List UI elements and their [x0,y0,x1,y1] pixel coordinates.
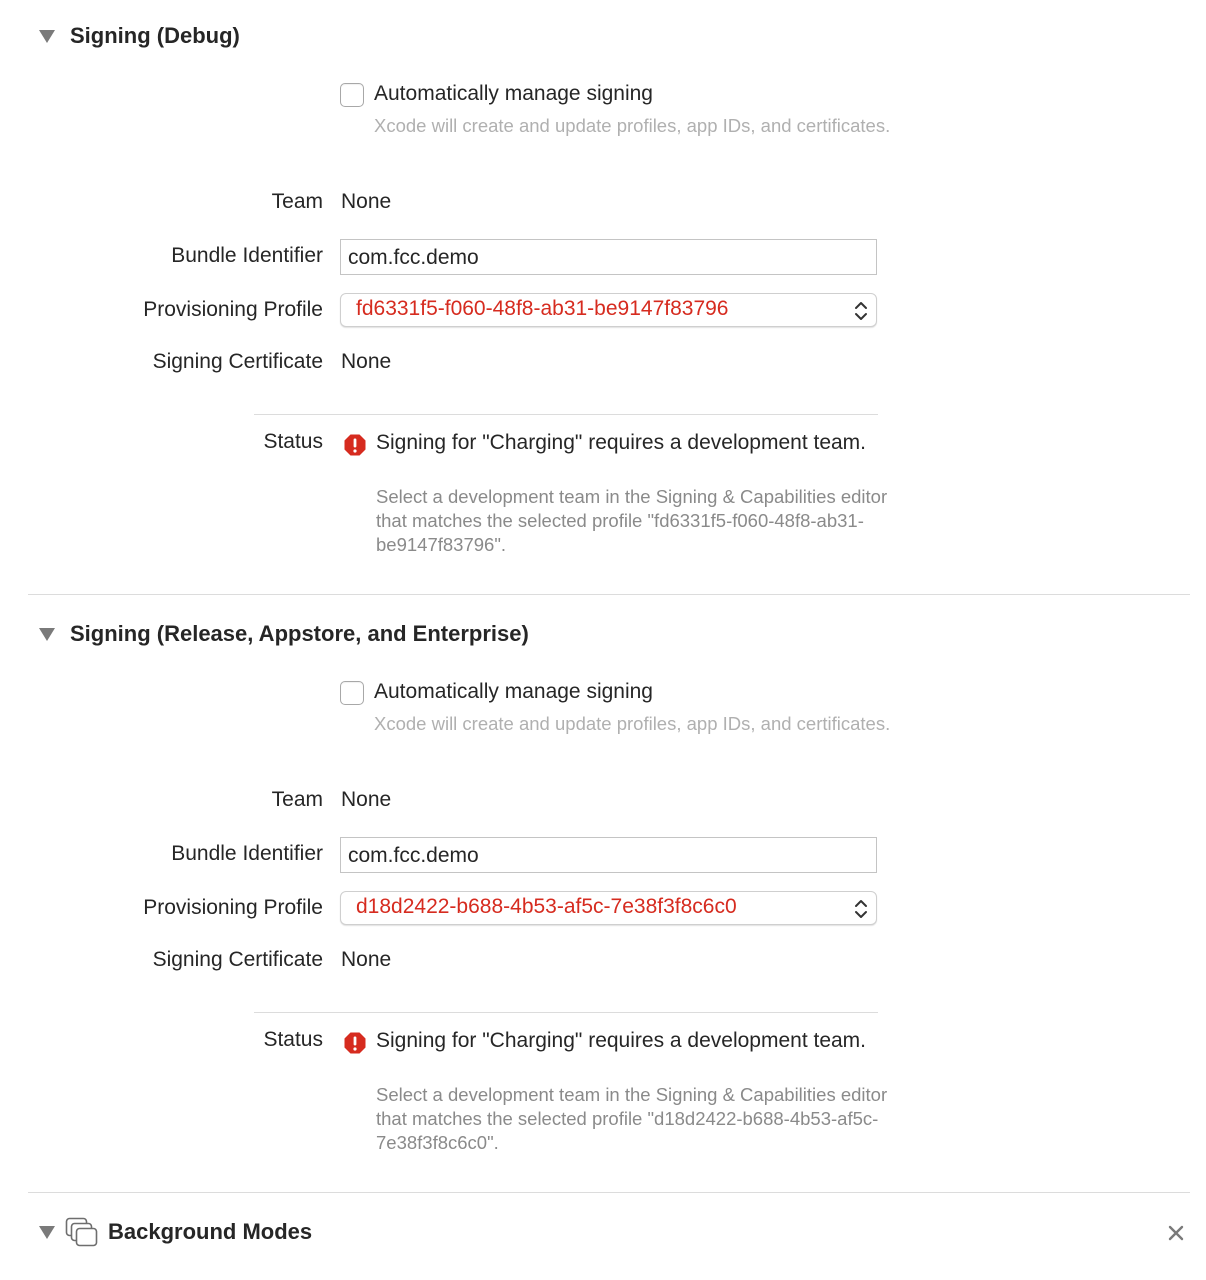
auto-manage-signing-checkbox[interactable] [340,681,364,705]
background-modes-icon [64,1216,100,1248]
status-message: Signing for "Charging" requires a development team. [376,1029,867,1052]
status-label: Status [263,1028,323,1051]
provisioning-profile-value: d18d2422-b688-4b53-af5c-7e38f3f8c6c0 [356,895,737,918]
status-detail: Select a development team in the Signing & Capabilities editor that matches the selected profile "d18d2422-b688-4b53-af5c-7e38f3f8c6c0". [376,1084,888,1153]
bundle-identifier-field[interactable]: com.fcc.demo [340,239,877,275]
error-icon [343,433,367,457]
up-down-chevron-icon [854,898,868,920]
signing-certificate-label: Signing Certificate [152,350,323,373]
signing-debug-header [0,18,1206,58]
provisioning-profile-value: fd6331f5-f060-48f8-ab31-be9147f83796 [356,297,729,320]
disclosure-triangle-icon[interactable] [38,1224,56,1240]
section-title: Signing (Debug) [70,23,240,48]
bundle-identifier-field[interactable]: com.fcc.demo [340,837,877,873]
provisioning-profile-label: Provisioning Profile [143,298,323,321]
bundle-identifier-label: Bundle Identifier [171,244,323,267]
status-label: Status [263,430,323,453]
signing-certificate-label: Signing Certificate [152,948,323,971]
team-value: None [341,788,392,811]
bundle-identifier-label: Bundle Identifier [171,842,323,865]
close-icon[interactable] [1165,1222,1187,1244]
auto-manage-signing-label[interactable]: Automatically manage signing [374,680,653,703]
status-message: Signing for "Charging" requires a development team. [376,431,867,454]
disclosure-triangle-icon[interactable] [38,28,56,44]
provisioning-profile-label: Provisioning Profile [143,896,323,919]
section-title: Signing (Release, Appstore, and Enterprise) [70,621,529,646]
divider [254,414,878,415]
auto-manage-signing-hint: Xcode will create and update profiles, app IDs, and certificates. [374,115,891,136]
auto-manage-signing-hint: Xcode will create and update profiles, app IDs, and certificates. [374,713,891,734]
section-title: Background Modes [108,1219,313,1244]
disclosure-triangle-icon[interactable] [38,626,56,642]
team-label: Team [271,788,323,811]
section-divider [28,1192,1190,1193]
background-modes-header [0,1214,1206,1254]
signing-certificate-value: None [341,350,392,373]
status-detail: Select a development team in the Signing & Capabilities editor that matches the selected profile "fd6331f5-f060-48f8-ab31-be9147f83796". [376,486,888,555]
team-value: None [341,190,392,213]
up-down-chevron-icon [854,300,868,322]
divider [254,1012,878,1013]
provisioning-profile-popup[interactable] [340,891,877,925]
team-label: Team [271,190,323,213]
error-icon [343,1031,367,1055]
auto-manage-signing-label[interactable]: Automatically manage signing [374,82,653,105]
section-divider [28,594,1190,595]
provisioning-profile-popup[interactable] [340,293,877,327]
signing-certificate-value: None [341,948,392,971]
signing-release-header [0,616,1206,656]
auto-manage-signing-checkbox[interactable] [340,83,364,107]
